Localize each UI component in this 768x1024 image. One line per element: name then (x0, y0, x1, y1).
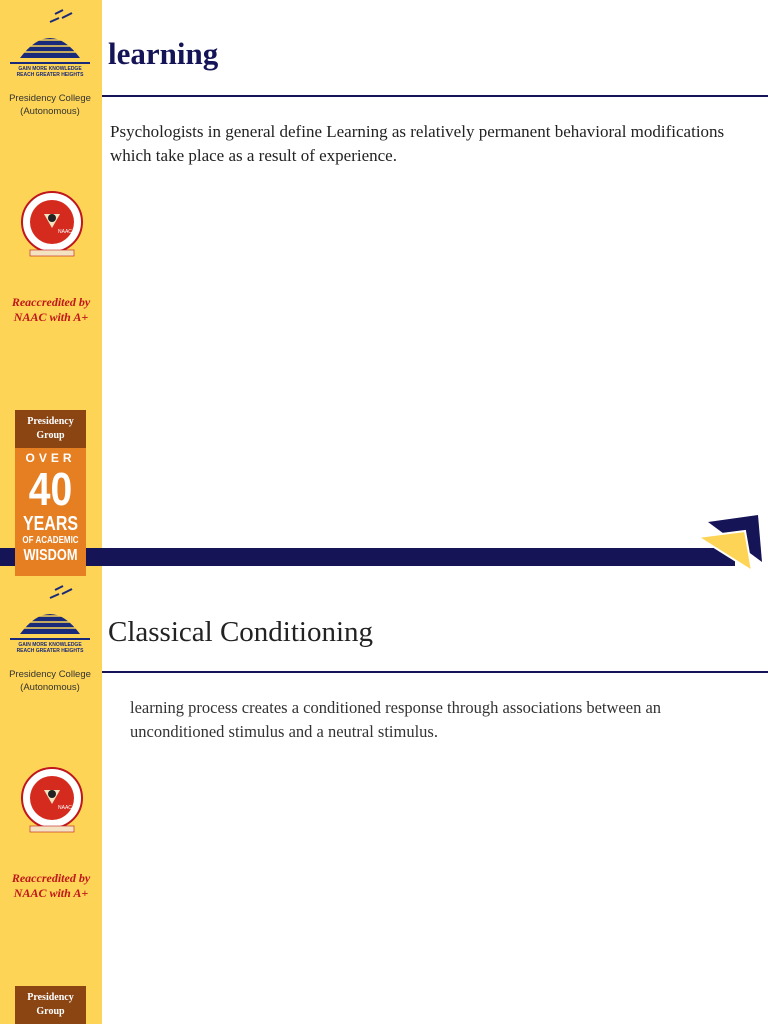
badge-academic: OF ACADEMIC (22, 535, 79, 546)
group-line2: Group (36, 430, 65, 441)
group-line2: Group (36, 1006, 65, 1017)
badge-number: 40 (28, 463, 73, 515)
svg-text:REACH GREATER HEIGHTS: REACH GREATER HEIGHTS (16, 648, 84, 654)
college-logo-icon (10, 584, 90, 654)
title-divider (102, 671, 768, 673)
footer-arrow-decoration-icon (0, 505, 768, 576)
reaccredited-text (0, 295, 102, 325)
forty-years-badge (15, 448, 86, 576)
presidency-group-label (15, 410, 86, 448)
college-name-line1: Presidency College (9, 669, 91, 680)
college-name (0, 92, 100, 118)
svg-text:GAIN MORE KNOWLEDGE: GAIN MORE KNOWLEDGE (18, 66, 82, 72)
svg-text:NAAC: NAAC (58, 805, 72, 811)
svg-text:NAAC: NAAC (58, 229, 72, 235)
naac-seal-icon (18, 190, 86, 260)
reaccredited-text (0, 871, 102, 901)
sidebar (0, 0, 102, 576)
group-line1: Presidency (27, 992, 74, 1003)
title-divider (102, 95, 768, 97)
badge-over: OVER (25, 451, 76, 465)
slide-body-text: Psychologists in general define Learning as relatively permanent behavioral modifications which take place as a result of experience. (110, 122, 725, 165)
college-logo-icon (10, 8, 90, 78)
naac-seal-icon (18, 766, 86, 836)
reaccredited-line1: Reaccredited by (11, 295, 91, 309)
college-name-line2: (Autonomous) (20, 106, 80, 117)
sidebar (0, 576, 102, 1024)
group-line1: Presidency (27, 416, 74, 427)
badge-wisdom: WISDOM (23, 547, 78, 564)
badge-years: YEARS (22, 513, 79, 535)
svg-text:GAIN MORE KNOWLEDGE: GAIN MORE KNOWLEDGE (18, 642, 82, 648)
college-name-line1: Presidency College (9, 93, 91, 104)
college-name (0, 668, 100, 694)
reaccredited-line2: NAAC with A+ (13, 886, 89, 900)
slide-body-text: learning process creates a conditioned response through associations between an unconditioned stimulus and a neutral stimulus. (130, 698, 662, 741)
presidency-group-label (15, 986, 86, 1024)
slide-classical-conditioning (0, 576, 768, 1024)
slide-title: Classical Conditioning (108, 616, 374, 648)
reaccredited-line1: Reaccredited by (11, 871, 91, 885)
svg-text:REACH GREATER HEIGHTS: REACH GREATER HEIGHTS (16, 72, 84, 78)
reaccredited-line2: NAAC with A+ (13, 310, 89, 324)
college-name-line2: (Autonomous) (20, 682, 80, 693)
slide-title: learning (108, 36, 219, 71)
